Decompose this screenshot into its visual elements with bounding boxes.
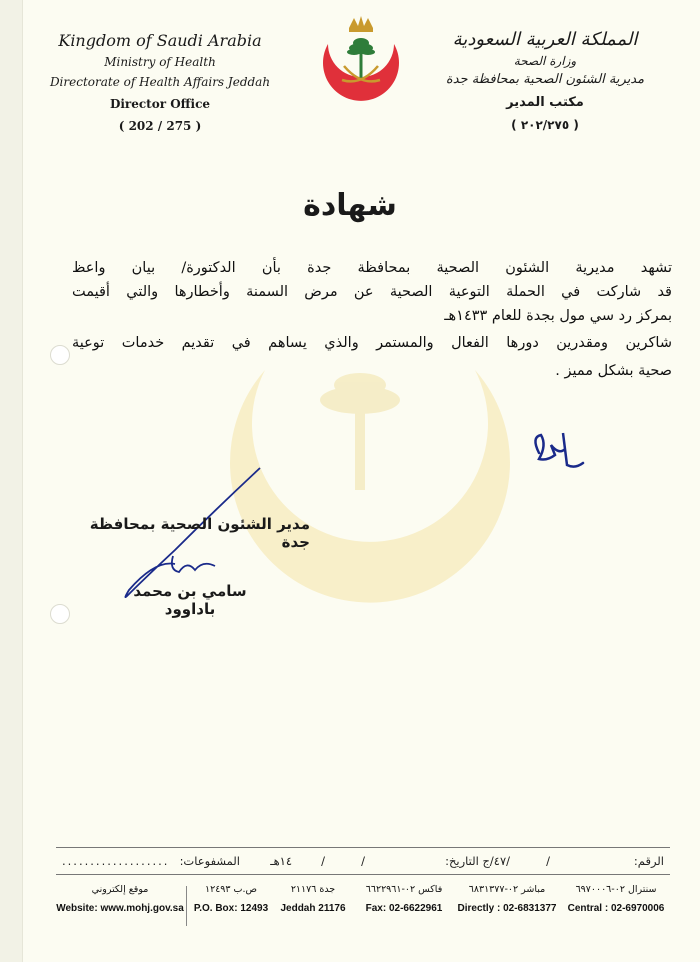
ministry-name-en: Ministry of Health <box>104 55 216 69</box>
certificate-paragraph-1 <box>72 258 672 326</box>
date-label: /٤٧/ج التاريخ: <box>445 854 510 868</box>
pobox-en: P.O. Box: 12493 <box>193 903 269 914</box>
fax-en: Fax: 02-6622961 <box>365 903 443 914</box>
paragraph-line: بمركز رد سي مول بجدة للعام ١٤٣٣هـ <box>444 308 672 324</box>
number-label: الرقم: <box>633 854 664 868</box>
contacts-footer <box>56 882 670 932</box>
central-contact <box>562 882 670 920</box>
initials-signature-icon <box>525 425 590 475</box>
paragraph-line: صحية بشكل مميز . <box>555 363 672 379</box>
certificate-title: شهادة <box>303 188 397 223</box>
paragraph-line: قد شاركت في الحملة التوعية الصحية عن مرض السمنة وأخطارها والتي أقيمت <box>72 284 672 300</box>
fax-contact <box>356 882 452 920</box>
directorate-name-en: Directorate of Health Affairs Jeddah <box>49 75 271 89</box>
office-name-ar: مكتب المدير <box>506 95 584 110</box>
directorate-name-ar: مديرية الشئون الصحية بمحافظة جدة <box>445 72 645 87</box>
fax-ar: فاكس ٠٢-٦٦٢٢٩٦١ <box>365 884 443 895</box>
website-ar: موقع إلكتروني <box>91 884 149 895</box>
attachments-label: المشفوعات: <box>179 854 240 868</box>
certificate-paragraph-2 <box>72 333 672 381</box>
separator: / <box>361 854 365 868</box>
english-letterhead <box>40 30 280 136</box>
central-ar: سنترال ٠٢-٦٩٧٠٠٠٦ <box>575 884 657 895</box>
attachments-dots: ................... <box>62 854 170 868</box>
reference-bar <box>56 847 670 875</box>
punch-hole-icon <box>50 604 70 624</box>
city-contact <box>274 882 352 920</box>
director-name: سامي بن محمد باداوود <box>133 582 247 618</box>
direct-ar: مباشر ٠٢-٦٨٣١٣٧٧ <box>468 884 546 895</box>
hijri-year: ١٤هـ <box>270 854 292 868</box>
ministry-name-ar: وزارة الصحة <box>513 54 577 68</box>
paragraph-line: شاكرين ومقدرين دورها الفعال والمستمر والذي يساهم في تقديم خدمات توعية <box>72 335 672 351</box>
separator: / <box>321 854 325 868</box>
paragraph-line: تشهد مديرية الشئون الصحية بمحافظة جدة بأن الدكتورة/ بيان واعظ <box>72 260 672 276</box>
pobox-ar: ص.ب ١٢٤٩٣ <box>205 884 257 895</box>
office-name-en: Director Office <box>109 97 211 111</box>
direct-contact <box>454 882 560 920</box>
city-ar: جدة ٢١١٧٦ <box>290 884 336 895</box>
direct-en: Directly : 02-6831377 <box>457 903 557 914</box>
arabic-letterhead <box>430 28 660 134</box>
page-edge <box>0 0 23 962</box>
pobox-contact <box>192 882 270 920</box>
website-en: Website: www.mohj.gov.sa <box>56 903 184 914</box>
ministry-emblem-icon <box>316 14 406 110</box>
kingdom-name-en: Kingdom of Saudi Arabia <box>58 31 262 50</box>
footer-divider <box>186 886 187 926</box>
separator: / <box>546 854 550 868</box>
central-en: Central : 02-6970006 <box>567 903 665 914</box>
reference-number-ar: ( ٢٠٢/٢٧٥ ) <box>511 118 579 132</box>
website-contact <box>56 882 184 920</box>
kingdom-name-ar: المملكة العربية السعودية <box>452 29 638 50</box>
punch-hole-icon <box>50 345 70 365</box>
reference-number-en: ( 202 / 275 ) <box>118 119 202 133</box>
city-en: Jeddah 21176 <box>280 903 346 914</box>
director-title: مدير الشئون الصحية بمحافظة جدة <box>89 515 310 551</box>
